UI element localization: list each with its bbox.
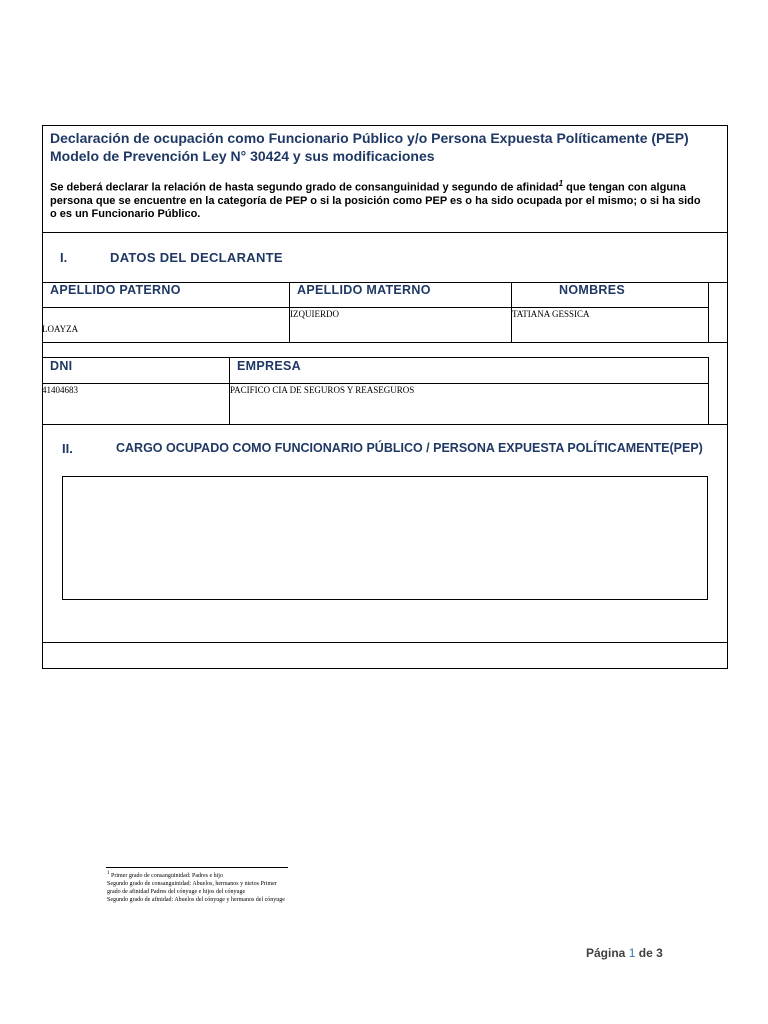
section-2-number: II. [62,441,73,456]
value-empresa[interactable]: PACIFICO CIA DE SEGUROS Y REASEGUROS [230,385,415,395]
intro-line-2: persona que se encuentre en la categoría de PEP o si la posición como PEP es o ha sido ocupada por el mismo; o si ha sido [50,194,701,207]
divider-header [42,232,728,233]
divider-row2-bottom [42,424,728,425]
divider-row1-bottom [42,342,728,343]
label-apellido-paterno: APELLIDO PATERNO [50,283,181,297]
label-dni: DNI [50,359,73,373]
cargo-input-box[interactable] [62,476,708,600]
intro-text [50,177,725,221]
intro-line-3: o es un Funcionario Público. [50,207,201,220]
col-divider-3 [708,282,709,342]
footnote-line-1: $^1$ Primer grado de consanguinidad: Padres e hijo [107,871,223,879]
divider-row2-mid [42,383,709,384]
col-divider-5 [708,357,709,424]
current-page: 1 [628,946,636,960]
title-line-1: Declaración de ocupación como Funcionario Público y/o Persona Expuesta Políticamente (PEP) [50,130,689,146]
footnote-ref: 1 [558,179,564,188]
intro-line-1: Se deberá declarar la relación de hasta segundo grado de consanguinidad y segundo de afinidad$^1$ que tengan con alguna [50,179,686,194]
divider-bottom [42,642,728,643]
label-empresa: EMPRESA [237,359,301,373]
page-number: Página 1 de 3 [586,946,663,960]
section-1-number: I. [60,250,68,265]
footnote-line-4: Segundo grado de afinidad: Abuelos del cónyuge y hermanos del cónyuge [107,897,285,903]
footnotes [107,870,347,904]
footnote-line-2: Segundo grado de consanguinidad: Abuelos, hermanos y nietos Primer [107,881,277,887]
footnote-separator [106,867,288,868]
label-apellido-materno: APELLIDO MATERNO [297,283,431,297]
form-title [50,129,720,165]
value-nombres[interactable]: TATIANA GESSICA [512,309,590,319]
value-apellido-materno[interactable]: IZQUIERDO [290,309,339,319]
value-dni[interactable]: 41404683 [42,385,78,395]
section-2-title: CARGO OCUPADO COMO FUNCIONARIO PÚBLICO / PERSONA EXPUESTA POLÍTICAMENTE(PEP) [116,441,703,455]
section-1-title: DATOS DEL DECLARANTE [110,250,283,265]
divider-row1-mid [42,307,709,308]
title-line-2: Modelo de Prevención Ley N° 30424 y sus modificaciones [50,148,435,164]
value-apellido-paterno[interactable]: LOAYZA [42,324,79,334]
label-nombres: NOMBRES [559,283,625,297]
footnote-line-3: grado de afinidad Padres del cónyuge e hijos del cónyuge [107,889,246,895]
divider-row2-top [42,357,709,358]
total-pages: 3 [656,946,663,960]
